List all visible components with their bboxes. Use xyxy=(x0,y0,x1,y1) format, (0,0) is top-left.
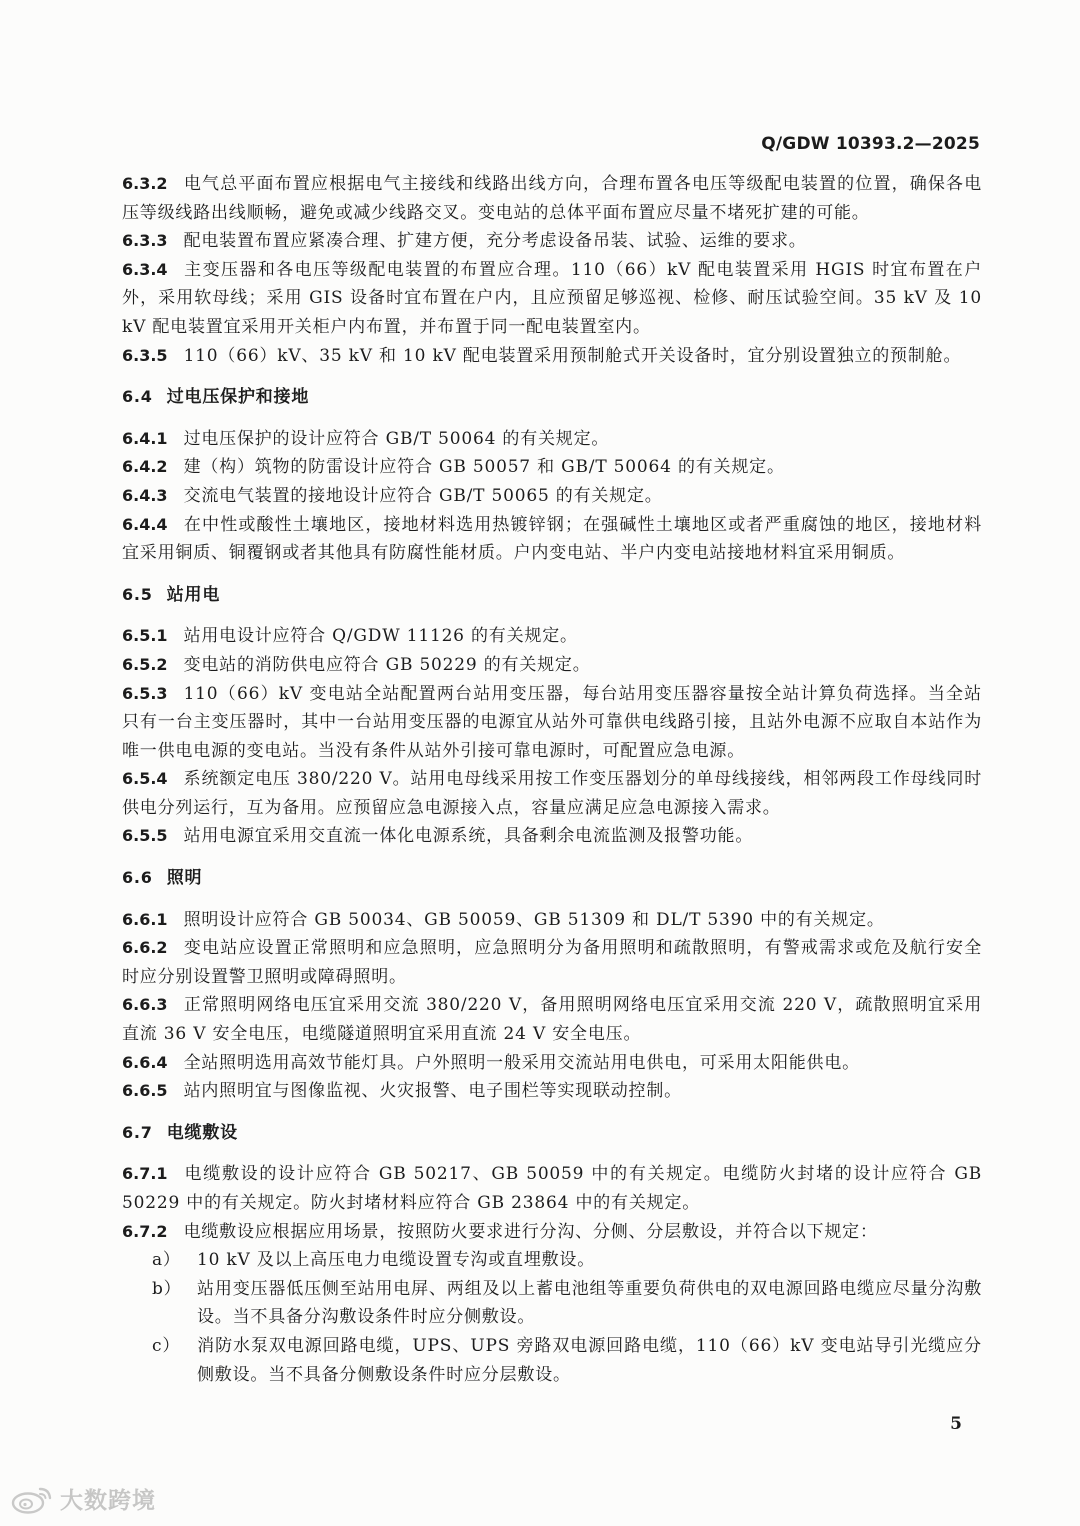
clause-text: 电缆敷设的设计应符合 GB 50217、GB 50059 中的有关规定。电缆防火封堵的设计应符合 GB 50229 中的有关规定。防火封堵材料应符合 GB 23864 中的有关规定。 xyxy=(122,1164,982,1213)
clause-6-4-4 xyxy=(122,511,982,568)
clause-number: 6.5.2 xyxy=(122,654,168,674)
section-number: 6.7 xyxy=(122,1122,153,1142)
clause-text: 站用电源宜采用交直流一体化电源系统，具备剩余电流监测及报警功能。 xyxy=(183,826,754,847)
clause-6-3-2 xyxy=(122,170,982,227)
clause-6-4-3 xyxy=(122,482,982,511)
clause-number: 6.4.4 xyxy=(122,514,168,534)
list-item-label: c） xyxy=(152,1335,181,1356)
section-title: 电缆敷设 xyxy=(166,1122,238,1143)
clause-6-4-2 xyxy=(122,453,982,482)
clause-6-6-5 xyxy=(122,1077,982,1106)
clause-number: 6.7.1 xyxy=(122,1164,168,1184)
clause-number: 6.3.3 xyxy=(122,231,168,251)
clause-number: 6.3.5 xyxy=(122,345,168,365)
clause-number: 6.6.3 xyxy=(122,995,168,1015)
section-title: 过电压保护和接地 xyxy=(166,387,310,408)
clause-6-5-5 xyxy=(122,822,982,851)
clause-number: 6.3.4 xyxy=(122,259,168,279)
clause-6-3-5 xyxy=(122,342,982,371)
section-heading-6-6 xyxy=(122,864,982,893)
clause-6-7-1 xyxy=(122,1160,982,1217)
clause-number: 6.3.2 xyxy=(122,174,168,193)
list-item-text: 10 kV 及以上高压电力电缆设置专沟或直埋敷设。 xyxy=(197,1250,596,1271)
watermark xyxy=(10,1482,156,1515)
section-title: 照明 xyxy=(166,868,203,889)
clause-text: 110（66）kV、35 kV 和 10 kV 配电装置采用预制舱式开关设备时，宜分别设置独立的预制舱。 xyxy=(183,345,962,366)
clause-text: 变电站应设置正常照明和应急照明，应急照明分为备用照明和疏散照明，有警戒需求或危及航行安全时应分别设置警卫照明或障碍照明。 xyxy=(122,938,982,987)
list-item-b xyxy=(122,1275,982,1332)
section-heading-6-4 xyxy=(122,383,982,412)
clause-6-6-4 xyxy=(122,1049,982,1078)
page-number: 5 xyxy=(950,1414,962,1434)
clause-number: 6.5.3 xyxy=(122,683,168,703)
list-item-text: 消防水泵双电源回路电缆，UPS、UPS 旁路双电源回路电缆，110（66）kV 变电站导引光缆应分侧敷设。当不具备分侧敷设条件时应分层敷设。 xyxy=(197,1335,982,1385)
clause-text: 站内照明宜与图像监视、火灾报警、电子围栏等实现联动控制。 xyxy=(183,1081,682,1102)
clause-number: 6.4.1 xyxy=(122,428,168,448)
document-body xyxy=(122,170,982,1389)
clause-text: 建（构）筑物的防雷设计应符合 GB 50057 和 GB/T 50064 的有关规定。 xyxy=(183,457,785,478)
section-number: 6.6 xyxy=(122,868,153,888)
clause-number: 6.6.1 xyxy=(122,909,168,929)
clause-text: 配电装置布置应紧凑合理、扩建方便，充分考虑设备吊装、试验、运维的要求。 xyxy=(183,231,807,252)
clause-text: 变电站的消防供电应符合 GB 50229 的有关规定。 xyxy=(183,654,591,675)
section-heading-6-7 xyxy=(122,1119,982,1148)
clause-number: 6.6.4 xyxy=(122,1052,168,1072)
clause-text: 照明设计应符合 GB 50034、GB 50059、GB 51309 和 DL/T 5390 中的有关规定。 xyxy=(183,909,885,930)
clause-number: 6.5.1 xyxy=(122,626,168,646)
clause-number: 6.7.2 xyxy=(122,1221,168,1241)
clause-number: 6.4.3 xyxy=(122,485,168,505)
clause-text: 系统额定电压 380/220 V。站用电母线采用按工作变压器划分的单母线接线，相邻两段工作母线同时供电分列运行，互为备用。应预留应急电源接入点，容量应满足应急电源接入需求。 xyxy=(122,769,982,818)
list-item-label: b） xyxy=(152,1278,182,1299)
clause-number: 6.5.5 xyxy=(122,826,168,846)
clause-text: 电缆敷设应根据应用场景，按照防火要求进行分沟、分侧、分层敷设，并符合以下规定： xyxy=(183,1221,878,1242)
section-title: 站用电 xyxy=(166,584,221,605)
clause-text: 电气总平面布置应根据电气主接线和线路出线方向，合理布置各电压等级配电装置的位置，确保各电压等级线路出线顺畅，避免或减少线路交叉。变电站的总体平面布置应尽量不堵死扩建的可能。 xyxy=(122,174,982,223)
clause-text: 交流电气装置的接地设计应符合 GB/T 50065 的有关规定。 xyxy=(183,485,663,506)
clause-6-4-1 xyxy=(122,425,982,454)
clause-6-7-2 xyxy=(122,1218,982,1247)
clause-text: 在中性或酸性土壤地区，接地材料选用热镀锌钢；在强碱性土壤地区或者严重腐蚀的地区，接地材料宜采用铜质、铜覆钢或者其他具有防腐性能材质。户内变电站、半户内变电站接地材料宜采用铜质。 xyxy=(122,514,982,564)
clause-6-6-2 xyxy=(122,934,982,991)
list-item-a xyxy=(122,1246,982,1275)
clause-6-3-4 xyxy=(122,256,982,342)
list-item-text: 站用变压器低压侧至站用电屏、两组及以上蓄电池组等重要负荷供电的双电源回路电缆应尽量分沟敷设。当不具备分沟敷设条件时应分侧敷设。 xyxy=(197,1278,982,1328)
clause-6-5-2 xyxy=(122,651,982,680)
clause-number: 6.5.4 xyxy=(122,769,168,789)
clause-number: 6.6.2 xyxy=(122,938,168,958)
list-item-c xyxy=(122,1332,982,1389)
section-number: 6.5 xyxy=(122,584,153,604)
clause-number: 6.6.5 xyxy=(122,1081,168,1101)
clause-6-6-1 xyxy=(122,906,982,935)
clause-text: 过电压保护的设计应符合 GB/T 50064 的有关规定。 xyxy=(183,428,610,449)
clause-6-5-1 xyxy=(122,622,982,651)
clause-number: 6.4.2 xyxy=(122,457,168,477)
section-heading-6-5 xyxy=(122,581,982,610)
watermark-text: 大数跨境 xyxy=(60,1488,156,1514)
clause-text: 主变压器和各电压等级配电装置的布置应合理。110（66）kV 配电装置采用 HGIS 时宜布置在户外，采用软母线；采用 GIS 设备时宜布置在户内，且应预留足够巡视、检修、耐压试验空间。35 kV 及 10 kV 配电装置宜采用开关柜户内布置，并布置于同一配电装置室内。 xyxy=(122,259,982,337)
clause-text: 站用电设计应符合 Q/GDW 11126 的有关规定。 xyxy=(183,626,578,647)
clause-text: 正常照明网络电压宜采用交流 380/220 V，备用照明网络电压宜采用交流 220 V，疏散照明宜采用直流 36 V 安全电压，电缆隧道照明宜采用直流 24 V 安全电压。 xyxy=(122,995,982,1045)
clause-6-6-3 xyxy=(122,991,982,1048)
weibo-logo-icon xyxy=(10,1483,54,1515)
document-code: Q/GDW 10393.2—2025 xyxy=(761,134,980,154)
section-number: 6.4 xyxy=(122,387,153,407)
clause-text: 全站照明选用高效节能灯具。户外照明一般采用交流站用电供电，可采用太阳能供电。 xyxy=(183,1052,860,1073)
clause-6-5-3 xyxy=(122,680,982,766)
clause-text: 110（66）kV 变电站全站配置两台站用变压器，每台站用变压器容量按全站计算负荷选择。当全站只有一台主变压器时，其中一台站用变压器的电源宜从站外可靠供电线路引接，且站外电源不应取自本站作为唯一供电电源的变电站。当没有条件从站外引接可靠电源时，可配置应急电源。 xyxy=(122,683,982,761)
clause-6-5-4 xyxy=(122,765,982,822)
list-item-label: a） xyxy=(152,1250,181,1271)
clause-6-3-3 xyxy=(122,227,982,256)
